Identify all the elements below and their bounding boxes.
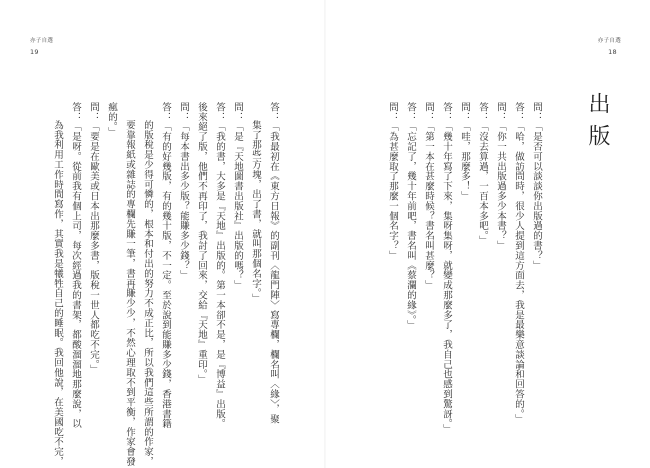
text-line: 問：「是否可以談談你出版過的書？」 (531, 102, 542, 271)
text-line: 瘋的。」 (106, 102, 117, 137)
right-page-header (598, 38, 623, 57)
text-line: 答：「沒去算過，一百本多吧。」 (477, 102, 488, 246)
text-line: 問：「每本書出多少版？能賺多少錢？」 (178, 102, 189, 281)
left-header-book-title: 亦子自選 (30, 38, 54, 44)
text-line: 問：「你一共出版過多少本書？」 (495, 102, 506, 251)
text-line: 答：「我最初在《東方日報》的副刊〈龍門陣〉寫專欄，欄名叫〈緣〉，聚 (268, 102, 279, 424)
chapter-title: 出版 (585, 92, 610, 156)
text-line: 答：「我的書，大多是『天地』出版的。第一本卻不是，是『博益』出版。 (214, 102, 225, 429)
text-line: 答：「幾十年寫了下來，集呀集呀，就變成那麼多了，我自己也感到驚訝。」 (441, 102, 452, 434)
left-page-header (30, 38, 53, 57)
text-line: 問：「哇，那麼多！」 (459, 102, 470, 201)
right-header-book-title: 亦子自選 (597, 38, 621, 44)
book-spine (324, 0, 326, 468)
right-page-number: 18 (608, 48, 617, 57)
text-line: 問：「要是在歐美或日本出那麼多書，版稅一世人都吃不完。」 (88, 102, 99, 375)
left-page-number: 19 (30, 48, 39, 57)
text-line: 要靠報紙或雜誌的專欄先賺一筆，書再賺少少，不然心理取不到平衡，作家會發 (124, 120, 135, 467)
text-line: 答：「哈，做訪問時，很少人提到這方面去，我是最樂意談論和回答的。」 (513, 102, 524, 424)
text-line: 答：「有的好幾版，有的幾十版，不一定。至於說到能賺多少錢，香港書籍 (160, 102, 171, 429)
text-line: 答：「忘記了，幾十年前吧，書名叫《蔡瀾的緣》。」 (405, 102, 416, 331)
text-line: 問：「是『天地圖書出版社』出版的嗎？」 (232, 102, 243, 291)
text-line: 問：「第一本在甚麼時候？書名叫甚麼？」 (423, 102, 434, 291)
text-line: 問：「為甚麼取了那麼一個名字？」 (387, 102, 398, 261)
text-line: 集了那些方塊，出了書，就叫那個名字。」 (250, 120, 261, 304)
text-line: 的版稅是少得可憐的，根本和付出的努力不成正比，所以我們這些所謂的作家， (142, 120, 153, 467)
text-line: 答：「是呀。從前我有個上司，每次經過我的書架，都酸溜溜地那麼說，以 (70, 102, 81, 429)
text-line: 為我利用工作時間寫作，其實我是犧牲自己的睡眠。我回他說，在美國吃不完， (52, 120, 63, 467)
text-line: 後來絕了版，他們不再印了，我討了回來，交給『天地』重印。」 (196, 102, 207, 385)
